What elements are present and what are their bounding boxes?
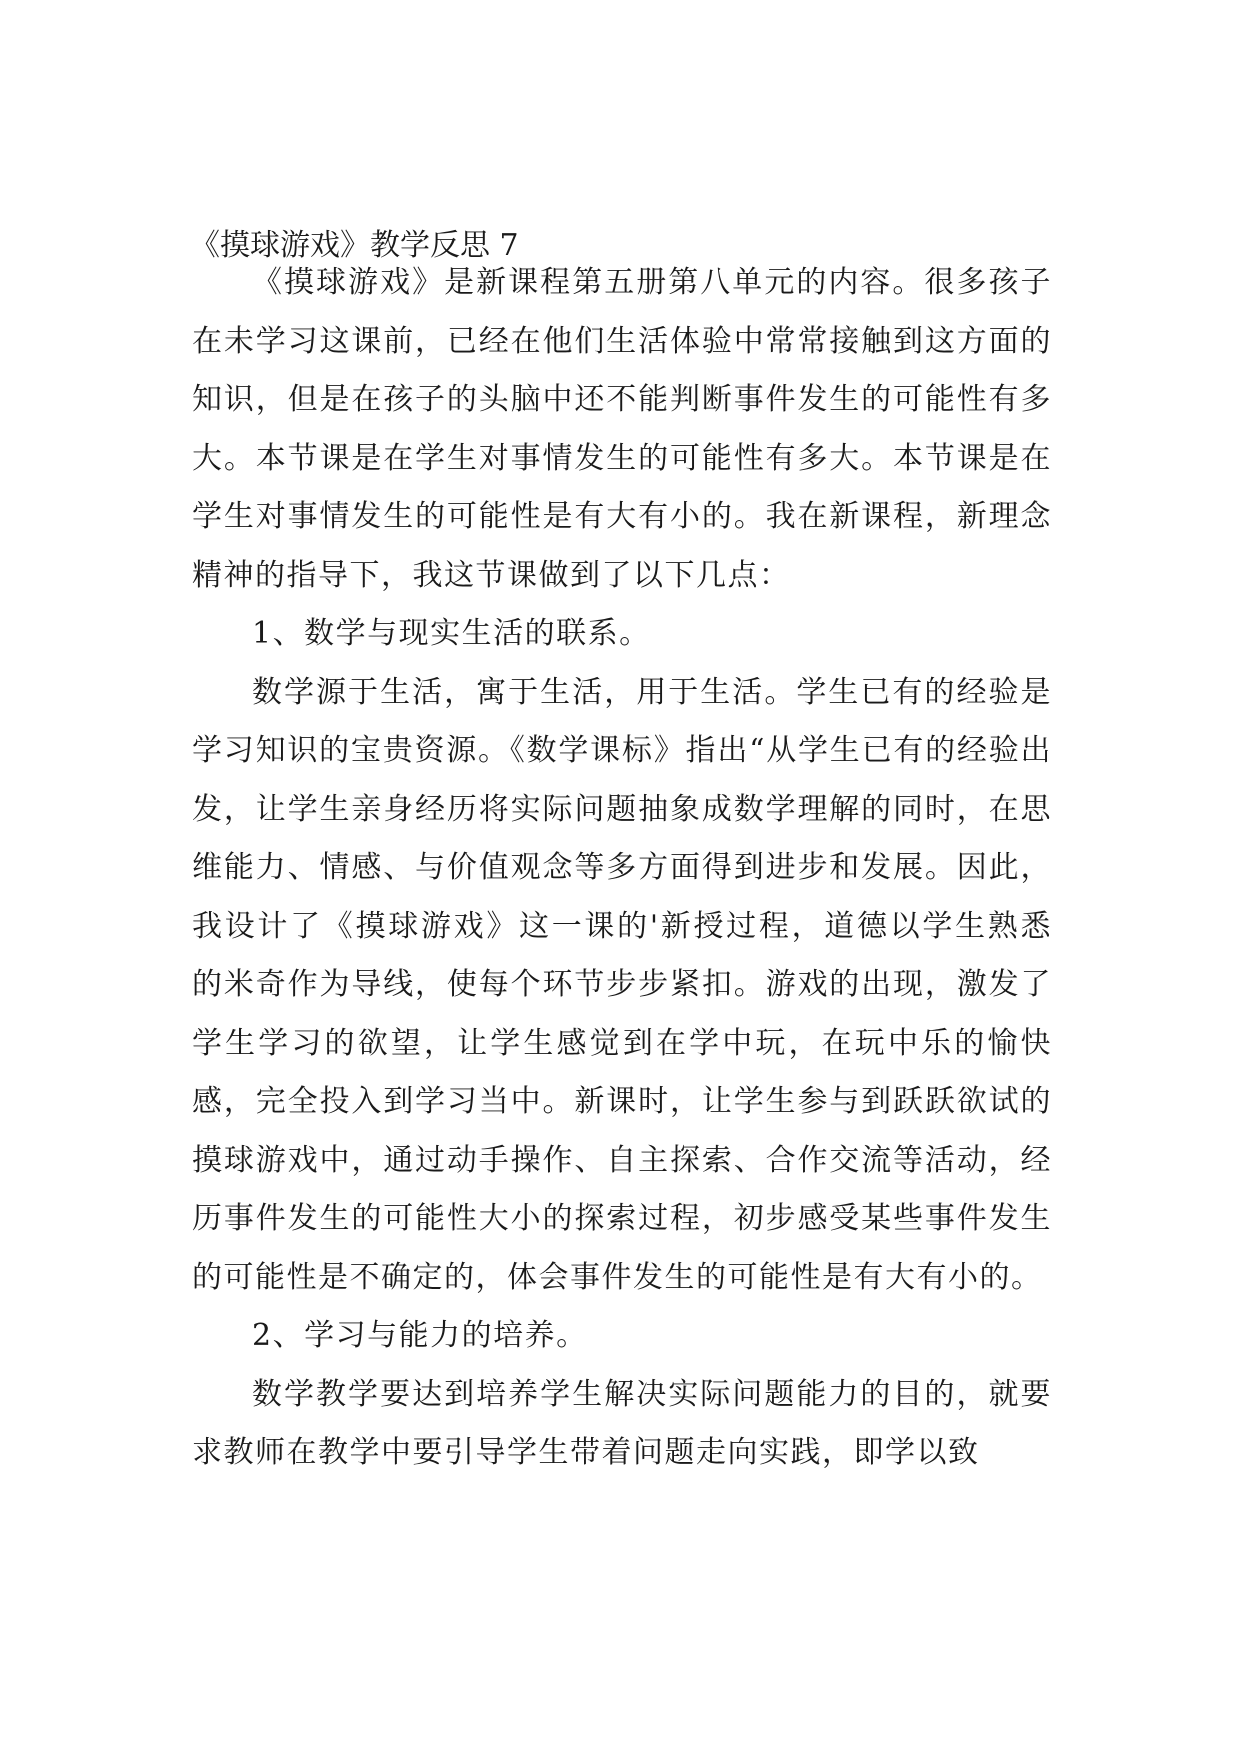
paragraph-heading-1: 1、数学与现实生活的联系。 xyxy=(252,616,651,651)
document-title: 《摸球游戏》教学反思 7 xyxy=(190,228,519,263)
paragraph-life-connection: 数学源于生活，寓于生活，用于生活。学生已有的经验是学习知识的宝贵资源。《数学课标》指出“从学生已有的经验出发，让学生亲身经历将实际问题抽象成数学理解的同时，在思维能力、情感、与价值观念等多方面得到进步和发展。因此，我设计了《摸球游戏》这一课的'新授过程，道德以学生熟悉的米奇作为导线，使每个环节步步紧扣。游戏的出现，激发了学生学习的欲望，让学生感觉到在学中玩，在玩中乐的愉快感，完全投入到学习当中。新课时，让学生参与到跃跃欲试的摸球游戏中，通过动手操作、自主探索、合作交流等活动，经历事件发生的可能性大小的探索过程，初步感受某些事件发生的可能性是不确定的，体会事件发生的可能性是有大有小的。 xyxy=(192,674,1052,1295)
paragraph-heading-2: 2、学习与能力的培养。 xyxy=(252,1318,588,1353)
paragraph-ability-training: 数学教学要达到培养学生解决实际问题能力的目的，就要求教师在教学中要引导学生带着问题走向实践，即学以致 xyxy=(192,1376,1052,1470)
paragraph-intro: 《摸球游戏》是新课程第五册第八单元的内容。很多孩子在未学习这课前，已经在他们生活体验中常常接触到这方面的知识，但是在孩子的头脑中还不能判断事件发生的可能性有多大。本节课是在学生对事情发生的可能性有多大。本节课是在学生对事情发生的可能性是有大有小的。我在新课程，新理念精神的指导下，我这节课做到了以下几点： xyxy=(192,265,1052,593)
document-body xyxy=(192,254,1052,1483)
